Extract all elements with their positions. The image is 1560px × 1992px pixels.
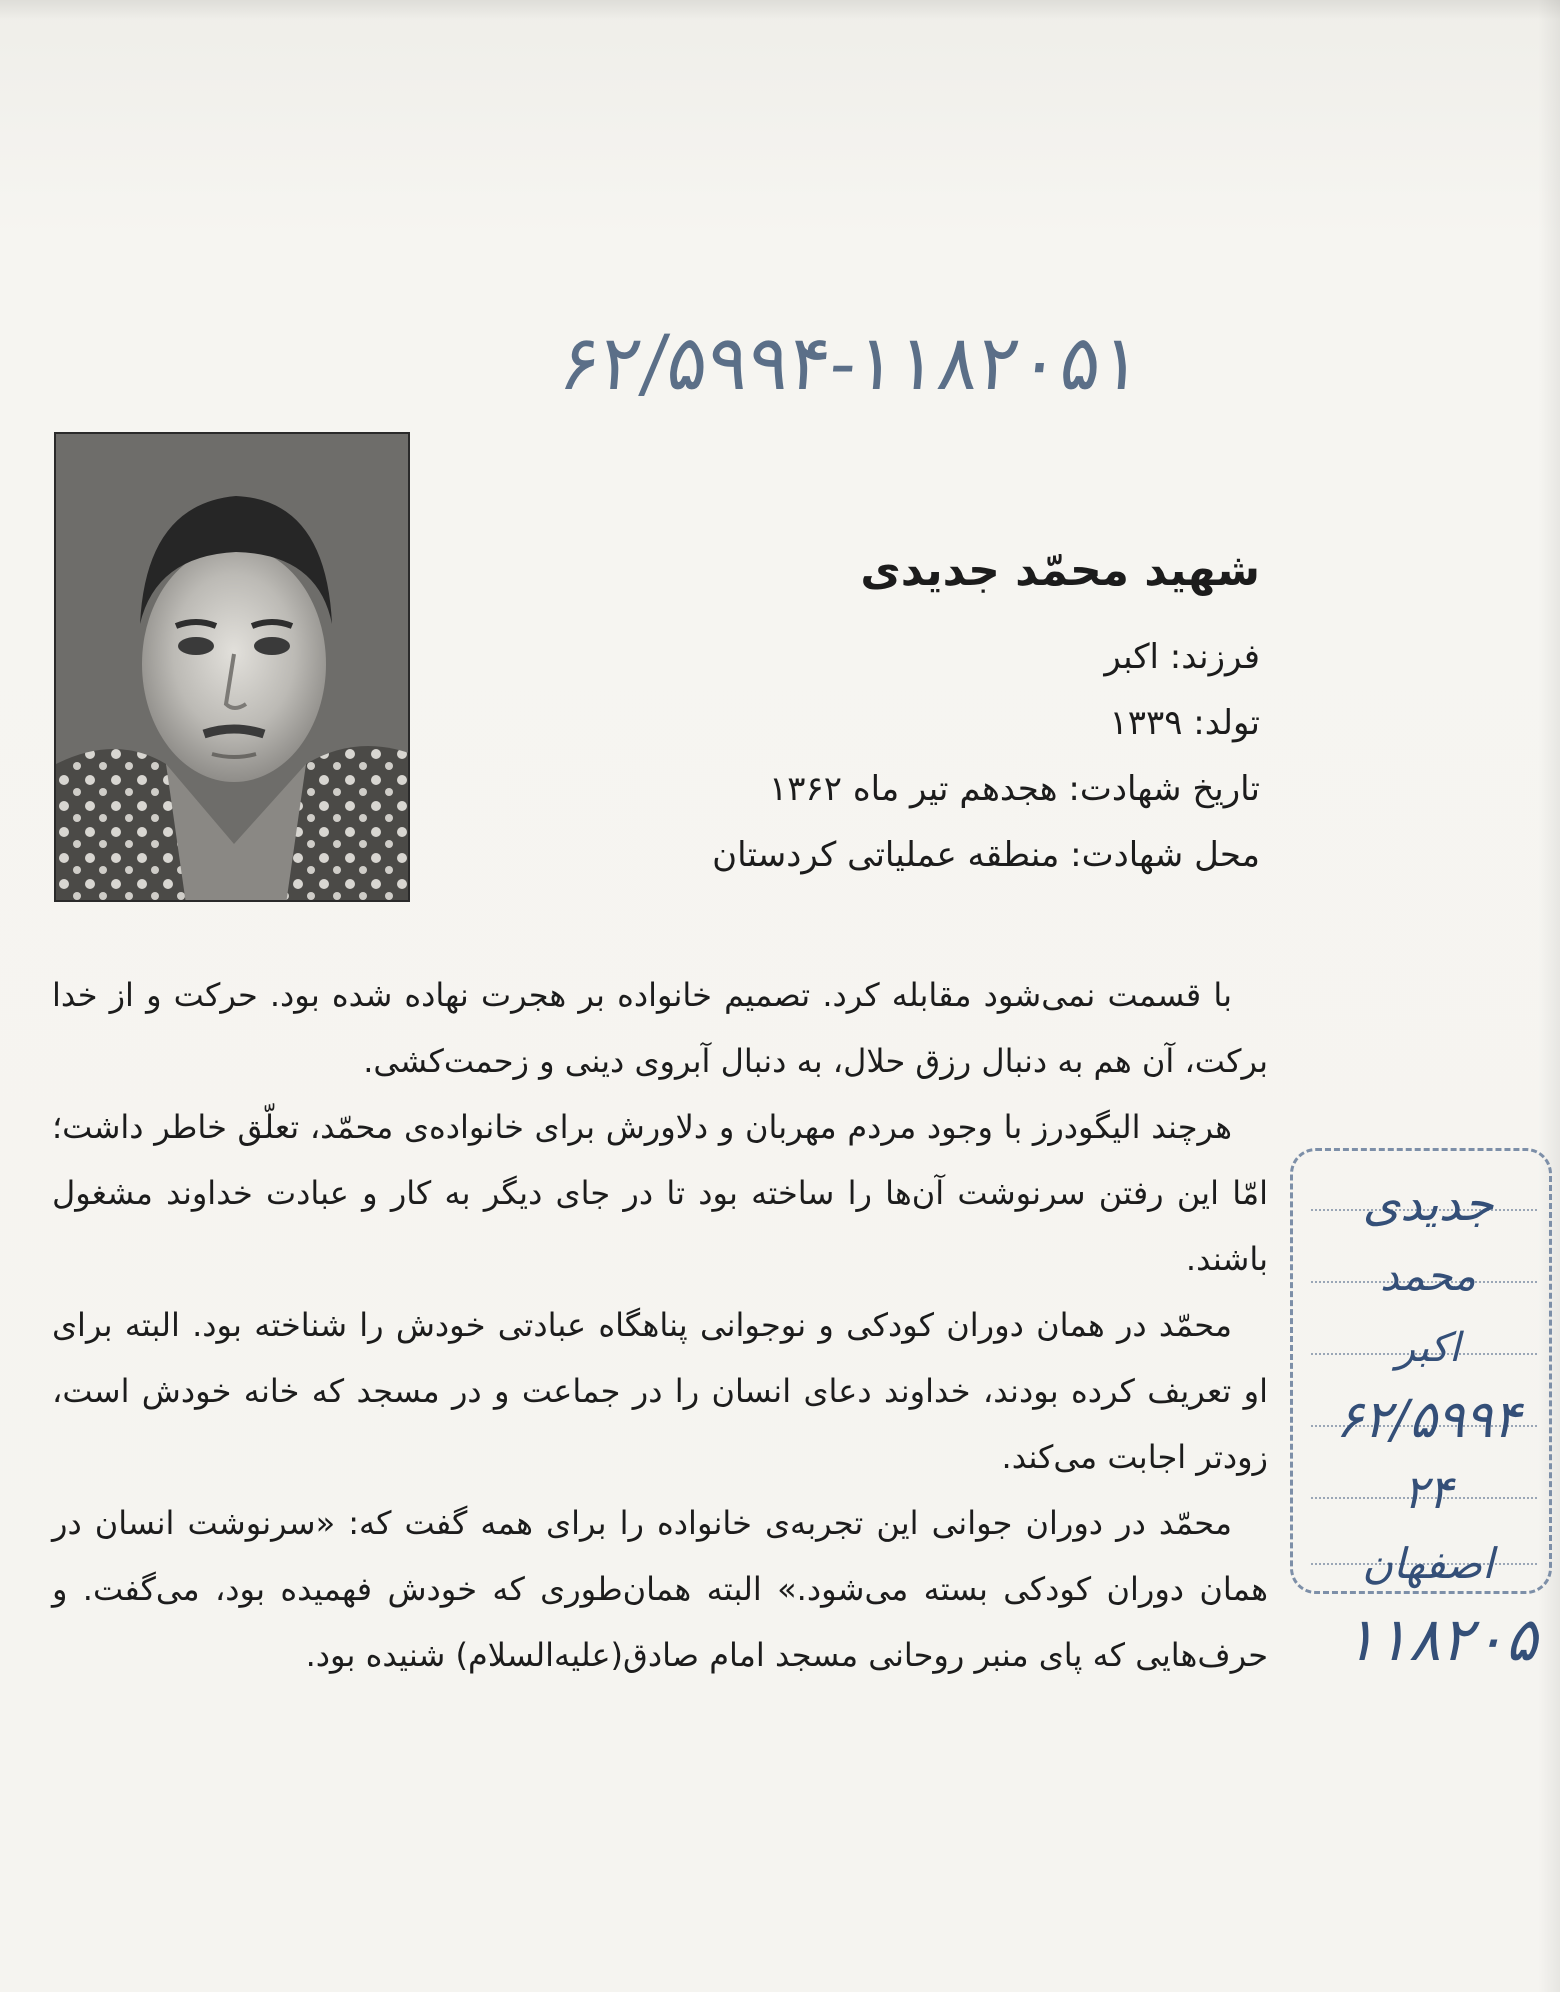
portrait-photo	[54, 432, 410, 902]
paragraph: با قسمت نمی‌شود مقابله کرد. تصمیم خانواده بر هجرت نهاده شده بود. حرکت و از خدا برکت، آن هم به دنبال رزق حلال، به دنبال آبروی دینی و زحمت‌کشی.	[52, 976, 1268, 1080]
page-top-shadow	[0, 0, 1560, 20]
paragraph: هرچند الیگودرز با وجود مردم مهربان و دلاورش برای خانواده‌ی محمّد، تعلّق خاطر داشت؛ امّا این رفتن سرنوشت آن‌ها را ساخته بود تا در جای دیگر به کار و عبادت خداوند مشغول باشند.	[52, 1108, 1268, 1278]
paragraph: محمّد در دوران جوانی این تجربه‌ی خانواده را برای همه گفت که: «سرنوشت انسان در همان دوران کودکی بسته می‌شود.» البته همان‌طوری که خودش فهمیده بود، می‌گفت. و حرف‌هایی که پای منبر روحانی مسجد امام صادق(علیه‌السلام) شنیده بود.	[52, 1504, 1268, 1674]
bio-block	[500, 540, 1260, 888]
stamp-code: ۱۱۸۲۰۵	[1344, 1605, 1538, 1675]
page-right-edge	[1538, 0, 1560, 1992]
birth-year: تولد: ۱۳۳۹	[1109, 703, 1260, 743]
handwritten-archive-number: ۶۲/۵۹۹۴-۱۱۸۲۰۵۱	[555, 318, 1147, 407]
father-name: فرزند: اکبر	[1104, 637, 1260, 677]
stamp-city: اصفهان	[1362, 1539, 1494, 1588]
stamp-file-number: ۶۲/۵۹۹۴	[1335, 1390, 1521, 1450]
body-text	[52, 962, 1268, 1688]
stamp-handwriting	[1296, 1168, 1560, 1600]
martyrdom-date: تاریخ شهادت: هجدهم تیر ماه ۱۳۶۲	[768, 769, 1260, 809]
stamp-first-name: محمد	[1380, 1251, 1476, 1300]
martyr-name-title: شهید محمّد جدیدی	[860, 545, 1260, 596]
stamp-surname: جدیدی	[1362, 1176, 1494, 1232]
stamp-number: ۲۴	[1403, 1465, 1453, 1519]
portrait-illustration	[56, 434, 410, 902]
stamp-father-name: اکبر	[1395, 1325, 1461, 1371]
paragraph: محمّد در همان دوران کودکی و نوجوانی پناهگاه عبادتی خودش را شناخته بود. البته برای او تعریف کرده بودند، خداوند دعای انسان را در جماعت و در مسجد که خانه خودش است، زودتر اجابت می‌کند.	[52, 1306, 1268, 1476]
martyrdom-place: محل شهادت: منطقه عملیاتی کردستان	[712, 835, 1260, 875]
